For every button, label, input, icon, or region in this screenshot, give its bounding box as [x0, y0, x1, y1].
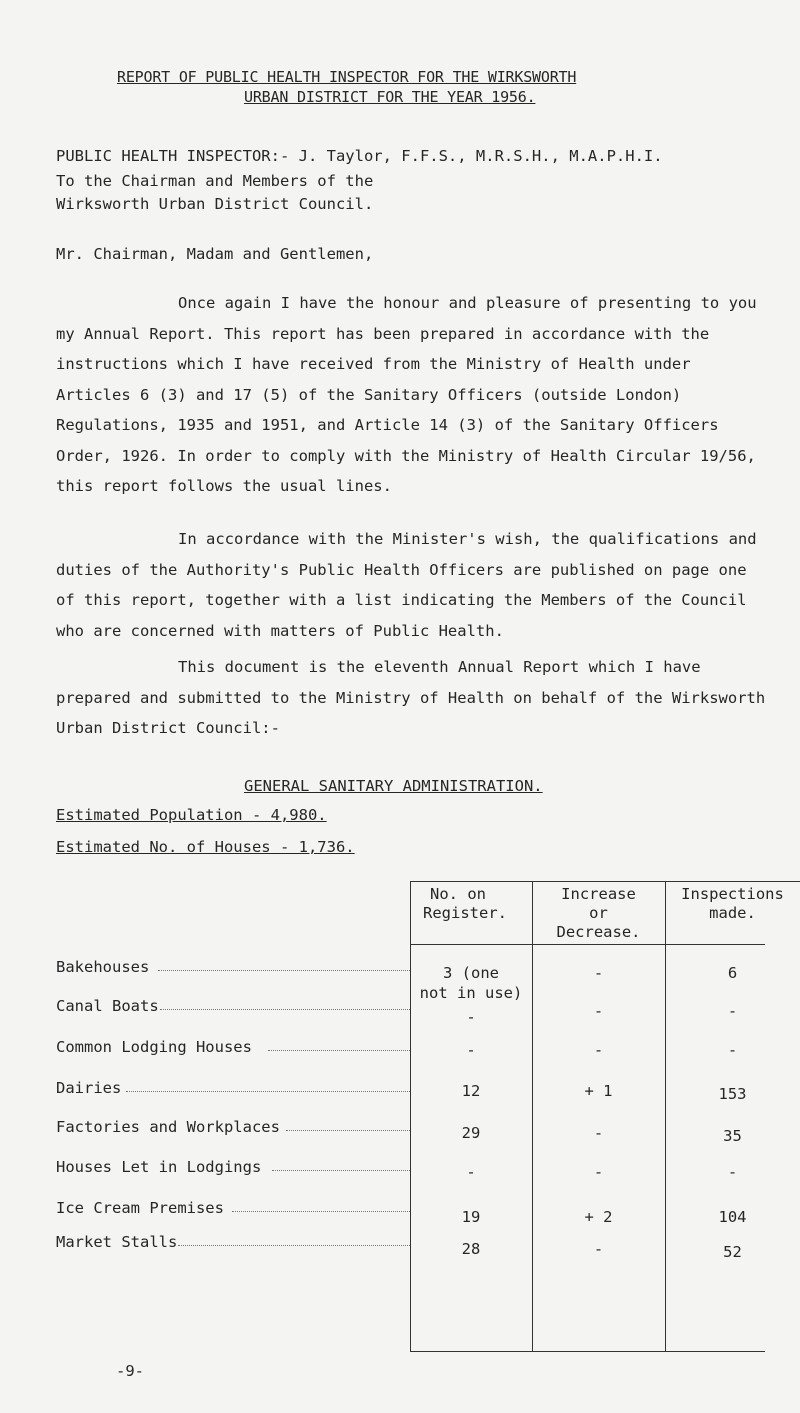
cell-change: -	[593, 1041, 604, 1059]
cell-register: -	[466, 1041, 476, 1059]
cell-change: -	[593, 1124, 604, 1142]
cell-inspections: 35	[723, 1127, 742, 1145]
row-label-ice-cream-premises: Ice Cream Premises	[56, 1199, 224, 1217]
leader-line	[286, 1130, 410, 1131]
page-number: -9-	[116, 1362, 144, 1380]
cell-register-dash: -	[466, 1008, 476, 1026]
cell-change: -	[593, 1002, 604, 1020]
address-line2: Wirksworth Urban District Council.	[56, 195, 374, 213]
row-label-houses-let-in-lodgings: Houses Let in Lodgings	[56, 1158, 262, 1176]
header-register-line2: Register.	[423, 904, 507, 922]
cell-register: 28	[461, 1240, 481, 1258]
estimated-population: Estimated Population - 4,980.	[56, 806, 327, 824]
leader-line	[272, 1170, 410, 1171]
paragraph-2	[56, 524, 766, 646]
cell-change: -	[593, 1240, 604, 1258]
cell-inspections: 153	[718, 1085, 747, 1103]
table-col-rule-1	[410, 881, 411, 1351]
cell-register: 19	[461, 1208, 481, 1226]
report-title-line2: URBAN DISTRICT FOR THE YEAR 1956.	[244, 88, 536, 106]
table-top-rule	[410, 881, 800, 882]
row-label-market-stalls: Market Stalls	[56, 1233, 178, 1251]
cell-register: 29	[461, 1124, 481, 1142]
row-label-common-lodging-houses: Common Lodging Houses	[56, 1038, 252, 1056]
inspector-line: PUBLIC HEALTH INSPECTOR:- J. Taylor, F.F.S., M.R.S.H., M.A.P.H.I.	[56, 147, 663, 165]
cell-inspections: -	[727, 1002, 738, 1020]
header-inspections-line2: made.	[709, 904, 756, 922]
report-title-line1: REPORT OF PUBLIC HEALTH INSPECTOR FOR THE WIRKSWORTH	[117, 68, 577, 86]
header-change-line1: Increase	[561, 885, 636, 903]
cell-register: 3 (one	[443, 964, 499, 982]
leader-line	[232, 1211, 410, 1212]
row-label-canal-boats: Canal Boats	[56, 997, 159, 1015]
leader-line	[160, 1009, 410, 1010]
cell-register: 12	[461, 1082, 481, 1100]
cell-inspections: 104	[718, 1208, 747, 1226]
estimated-houses: Estimated No. of Houses - 1,736.	[56, 838, 355, 856]
row-label-bakehouses: Bakehouses	[56, 958, 150, 976]
table-header-rule	[410, 944, 765, 945]
header-inspections-line1: Inspections	[681, 885, 784, 903]
cell-inspections: 52	[723, 1243, 742, 1261]
header-change-line3: Decrease.	[556, 923, 641, 941]
cell-inspections: 6	[727, 964, 738, 982]
paragraph-2-text: In accordance with the Minister's wish, the qualifications and duties of the Authority's Public Health Officers are published on page one of this report, together with a list indicating the Members of the Council who are concerned with matters of Public Health.	[56, 530, 757, 640]
paragraph-3-text: This document is the eleventh Annual Report which I have prepared and submitted to the Ministry of Health on behalf of the Wirksworth Urban District Council:-	[56, 658, 766, 737]
paragraph-1	[56, 288, 766, 502]
cell-change: -	[593, 1163, 604, 1181]
header-change-line2: or	[589, 904, 608, 922]
paragraph-1-text: Once again I have the honour and pleasure of presenting to you my Annual Report. This report has been prepared in accordance with the instructions which I have received from the Ministry of Health under Articles 6 (3) and 17 (5) of the Sanitary Officers (outside London) Regulations, 1935 and 1951, and Article 14 (3) of the Sanitary Officers Order, 1926. In order to comply with the Ministry of Health Circular 19/56, this report follows the usual lines.	[56, 294, 757, 495]
cell-change: -	[593, 964, 604, 982]
row-label-dairies: Dairies	[56, 1079, 122, 1097]
paragraph-3	[56, 652, 766, 744]
header-register-line1: No. on	[430, 885, 486, 903]
table-col-rule-2	[532, 881, 533, 1351]
leader-line	[178, 1245, 410, 1246]
cell-change: + 2	[584, 1208, 613, 1226]
table-bottom-rule	[410, 1351, 765, 1352]
table-col-rule-3	[665, 881, 666, 1351]
row-label-factories-and-workplaces: Factories and Workplaces	[56, 1118, 280, 1136]
cell-register: not in use)	[419, 984, 523, 1002]
cell-inspections: -	[727, 1163, 738, 1181]
section-heading: GENERAL SANITARY ADMINISTRATION.	[244, 777, 543, 795]
cell-inspections: -	[727, 1041, 738, 1059]
address-line1: To the Chairman and Members of the	[56, 172, 374, 190]
leader-line	[158, 970, 410, 971]
cell-register: -	[466, 1163, 476, 1181]
leader-line	[126, 1091, 410, 1092]
leader-line	[268, 1050, 410, 1051]
salutation: Mr. Chairman, Madam and Gentlemen,	[56, 245, 374, 263]
cell-change: + 1	[584, 1082, 613, 1100]
